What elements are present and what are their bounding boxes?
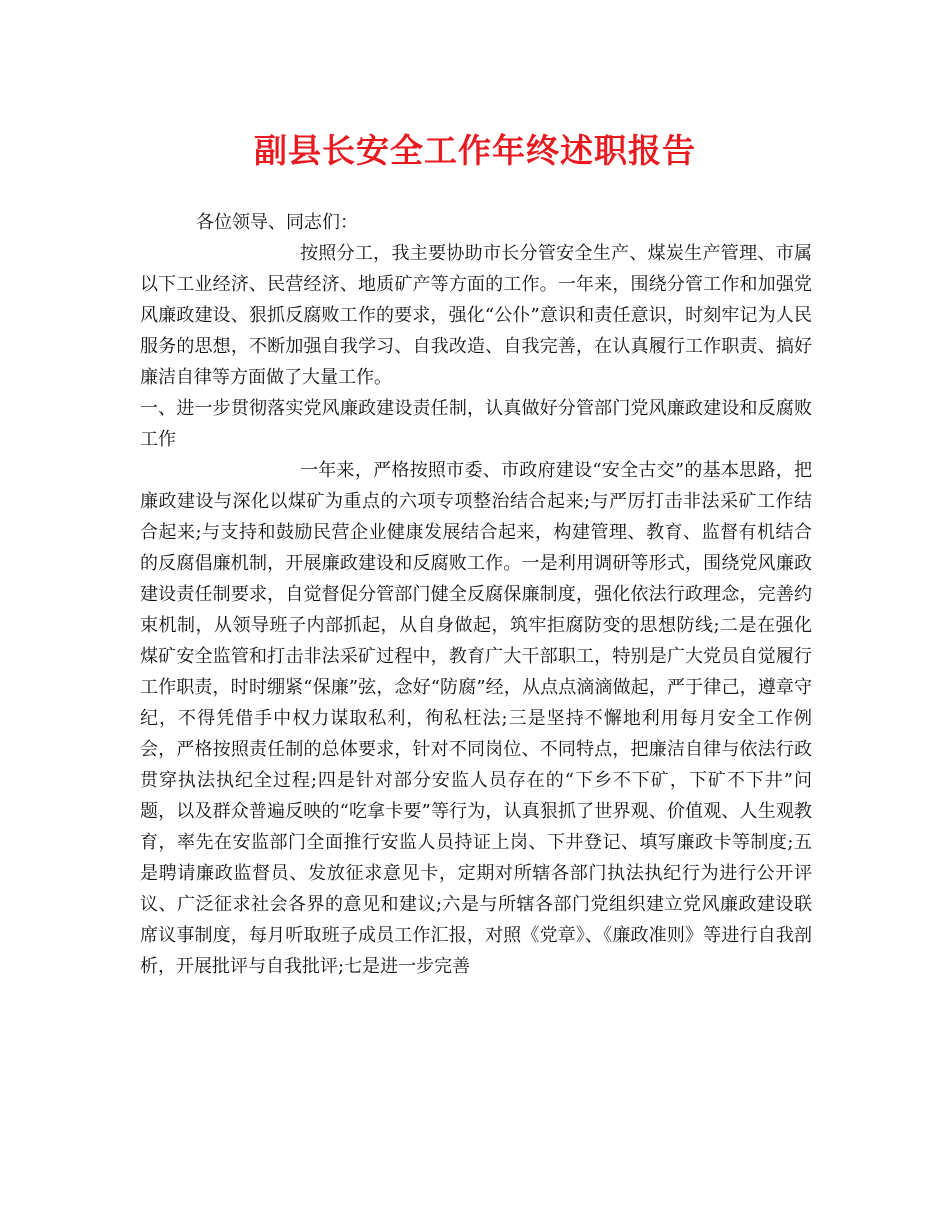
section-heading-1: 一、进一步贯彻落实党风廉政建设责任制，认真做好分管部门党风廉政建设和反腐败工作 bbox=[140, 398, 812, 450]
document-title: 副县长安全工作年终述职报告 bbox=[254, 131, 696, 170]
paragraph-section-1: 一年来，严格按照市委、市政府建设“安全古交”的基本思路，把廉政建设与深化以煤矿为重点的六项专项整治结合起来;与严厉打击非法采矿工作结合起来;与支持和鼓励民营企业健康发展结合起来，构建管理、教育、监督有机结合的反腐倡廉机制，开展廉政建设和反腐败工作。一是利用调研等形式，围绕党风廉政建设责任制要求，自觉督促分管部门健全反腐保廉制度，强化依法行政理念，完善约束机制，从领导班子内部抓起，从自身做起，筑牢拒腐防变的思想防线;二是在强化煤矿安全监管和打击非法采矿过程中，教育广大干部职工，特别是广大党员自觉履行工作职责，时时绷紧“保廉”弦，念好“防腐”经，从点点滴滴做起，严于律己，遵章守纪，不得凭借手中权力谋取私利，徇私枉法;三是坚持不懈地利用每月安全工作例会，严格按照责任制的总体要求，针对不同岗位、不同特点，把廉洁自律与依法行政贯穿执法执纪全过程;四是针对部分安监人员存在的“下乡不下矿，下矿不下井”问题，以及群众普遍反映的“吃拿卡要”等行为，认真狠抓了世界观、价值观、人生观教育，率先在安监部门全面推行安监人员持证上岗、下井登记、填写廉政卡等制度;五是聘请廉政监督员、发放征求意见卡，定期对所辖各部门执法执纪行为进行公开评议、广泛征求社会各界的意见和建议;六是与所辖各部门党组织建立党风廉政建设联席议事制度，每月听取班子成员工作汇报，对照《党章》、《廉政准则》等进行自我剖析，开展批评与自我批评;七是进一步完善 bbox=[140, 460, 812, 977]
paragraph-intro: 按照分工，我主要协助市长分管安全生产、煤炭生产管理、市属以下工业经济、民营经济、地质矿产等方面的工作。一年来，围绕分管工作和加强党风廉政建设、狠抓反腐败工作的要求，强化“公仆”意识和责任意识，时刻牢记为人民服务的思想，不断加强自我学习、自我改造、自我完善，在认真履行工作职责、搞好廉洁自律等方面做了大量工作。 bbox=[140, 243, 812, 388]
document-body bbox=[140, 207, 812, 982]
salutation: 各位领导、同志们： bbox=[196, 212, 358, 233]
